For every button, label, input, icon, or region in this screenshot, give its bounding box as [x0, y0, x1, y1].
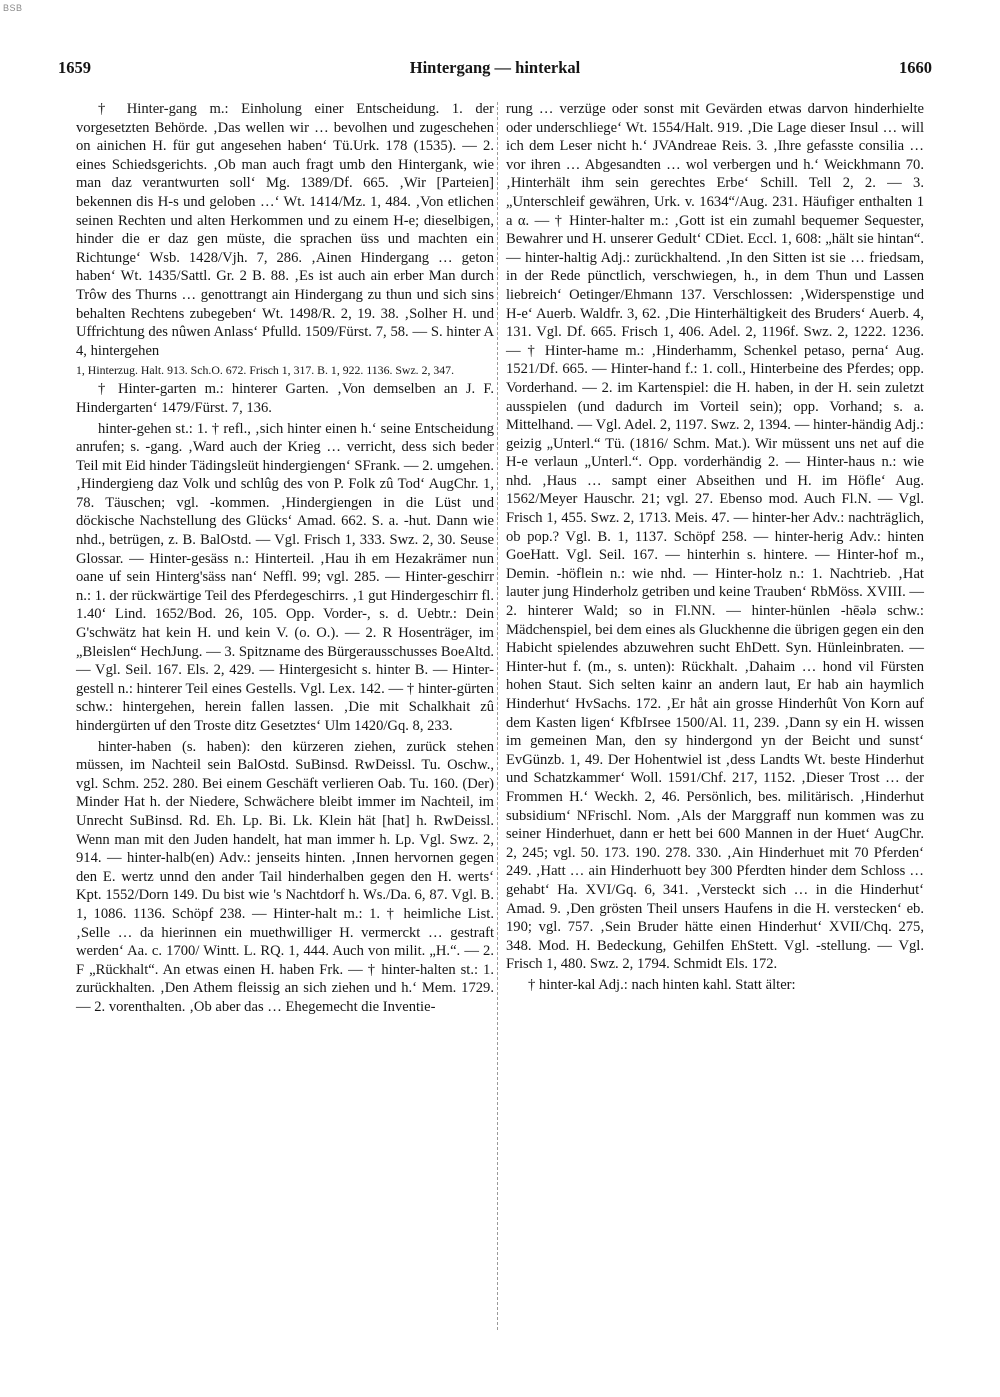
library-stamp: BSB [3, 3, 23, 13]
page-number-left: 1659 [58, 58, 91, 77]
entry-hinterhalten-continued: rung … verzüge oder sonst mit Gevärden etwas darvon hinderhielte oder underschliege‘ Wt. 1554/Halt. 919. ‚Die Lage dieser Insul … will ich dem Leser nicht h.‘ JVAndreae Reis. 3. ‚Ihre gefasste consilia … vor ihren … Abgesandten … wol verbergen und h.‘ Weickhmann 70. ‚Hinterhält ihm sein gerechtes Erbe‘ Schill. Tell 2, 2. — 3. „Unterschleif gewähren, Urk. v. 1634“/Aug. 231. Häufiger enthalten 1 a α. — † Hinter-halter m.: ‚Gott ist ein zumahl bequemer Sequester, Bewahrer und H. unserer Gedult‘ CDiet. Eccl. 1, 608: „hält sie hintan“. — hinter-haltig Adj.: zurückhaltend. ‚In den Sitten ist sie … friedsam, in der Rede pünctlich, verschwiegen, h., in dem Thun und Lassen liebreich‘ Oetinger/Ehmann 137. Verschlossen: ‚Widerspenstige und H-e‘ Auerb. Waldfr. 3, 62. ‚Die Hinterhältigkeit des Bruders‘ Auerb. 4, 131. Vgl. Df. 665. Frisch 1, 406. Adel. 2, 1196f. Swz. 2, 1222. 1236. — † Hinter-hame m.: ‚Hinderhamm, Schenkel petaso, perna‘ Aug. 1521/Df. 665. — Hinter-hand f.: 1. coll., Hinterbeine des Pferdes; opp. Vorderhand. — 2. im Kartenspiel: die H. haben, in der H. sein zuletzt ausspielen (und dadurch im Vorteil sein); opp. Vorhand; s. a. Mittelhand. — Vgl. Adel. 2, 1197. Swz. 2, 1394. — hinter-händig Adj.: geizig „Unterl.“ Tü. (1816/ Schm. Mat.). Wir müssent uns net auf die H-e verlaun „Unterl.“. Opp. vorderhändig 2. — Hinter-haus n.: wie nhd. ‚Haus … sampt einer Abseithen und H. im Höfle‘ Aug. 1562/Meyer Hauschr. 21; vgl. 27. Ebenso mod. Auch Fl.N. — Vgl. Frisch 1, 455. Swz. 2, 1713. Meis. 47. — hinter-her Adv.: nachträglich, ob pop.? Vgl. B. 1, 1137. Schöpf 258. — hinter-herig Adv.: hinten GoeHatt. Vgl. Seil. 167. — hinterhin s. hintere. — Hinter-hof m., Demin. -höflein n.: wie nhd. — Hinter-holz n.: 1. Nachtrieb. ‚Hat lauter jung Hinderholz getriben und keine Trauben‘ RbMöss. XVIII. — 2. hinterer Wald; so in Fl.NN. — hinter-hünlen -hēələ schw.: Mädchenspiel, bei dem eines als Gluckhenne die übrigen gegen ein den Habicht spielendes abzuwehren sucht EhDett. Syn. Hünleinbraten. — Hinter-hut f. (m., s. unten): Rückhalt. ‚Dahaim … hond vil Fürsten hohen Staut. Sich selten kainr an andern laut, Er hab ain haymlich Hinderhut‘ HvSachs. 172. ‚Er håt ain grosse Hinderhût Von Korn auf dem Kasten ligen‘ KfbIrsee 1500/Al. 11, 239. ‚Dann sy ein H. wissen im gemeinen Man, den sy hindergond yn der Beicht und sunst‘ EvGünzb. 1, 49. Der Hohentwiel ist ‚dess Landts Wt. beste Hinderhut und Schatzkammer‘ Woll. 1591/Chf. 217, 1152. ‚Dieser Trost … der Frommen H.‘ Weckh. 2, 46. Persönlich, bes. militärisch. ‚Hinderhut subsidium‘ NFrischl. Nom. ‚Als der Marggraff nun kommen was zu seiner Hinderhuet, dann er hett bei 600 Mannen in der Huet‘ AugChr. 2, 245; vgl. 50. 173. 190. 278. 330. ‚Ain Hinderhuet mit 70 Pferden‘ 249. ‚Hatt … ain Hinderhuott bey 300 Pferdten hinder dem Schloss … gehabt‘ Ha. XVI/Gq. 6, 341. ‚Versteckt sich … in die Hinderhut‘ Amad. 9. ‚Den grösten Theil unsers Haufens in die H. verstecken‘ eb. 190; vgl. 757. ‚Sein Bruder hätte einen Hinderhut‘ XVII/Chq. 275, 348. Mod. H. Bedeckung, Gehilfen EhStett. Vgl. -stellung. — Vgl. Frisch 1, 480. Swz. 2, 1794. Schmidt Els. 172. [506, 101, 924, 973]
entry-hintergehen: hinter-gehen st.: 1. † refl., ‚sich hinter einen h.‘ seine Entscheidung anrufen; s. -gang. ‚Ward auch der Krieg … verricht, dess sich beder Teil mit Eid hinder Tädingsleüt hindergiengen‘ SFrank. — 2. umgehen. ‚Hindergieng daz Volk und schlûg des von P. Folk zû Tod‘ AugChr. 1, 78. Täuschen; vgl. -kommen. ‚Hindergiengen in die Lüst und döckische Nachstellung des Glücks‘ Amad. 662. S. a. -hut. Dann wie nhd., betrügen, z. B. BalOstd. — Vgl. Frisch 1, 333. Swz. 2, 30. Seuse Glossar. — Hinter-gesäss n.: Hinterteil. ‚Hau ih em Hezakrämer nun oane uf sein Hinterg'säss nan‘ Neffl. 99; vgl. 285. — Hinter-geschirr n.: 1. der rückwärtige Teil des Pferdegeschirrs. ‚1 gut Hindergeschirr fl. 1.40‘ Lind. 1652/Bod. 26, 105. Opp. Vorder-, s. d. Uebtr.: Dein G'schwätz hat kein H. und kein V. (o. O.). — 2. R Hosenträger, im „Bleislen“ HechJung. — 3. Spitzname des Bürgerausschusses BoeAltd. — Vgl. Seil. 167. Els. 2, 429. — Hintergesicht s. hinter B. — Hinter-gestell n.: hinterer Teil eines Gestells. Vgl. Lex. 142. — † hinter-gürten schw.: hintergehen, herein fallen lassen. ‚Die mit Schalkhait zû hindergürten uf den Troste ditz Gesetztes‘ Ulm 1420/Gq. 8, 233. [76, 420, 495, 734]
left-column [76, 100, 494, 1017]
right-column [506, 100, 924, 995]
entry-hintergang-references: 1, Hinterzug. Halt. 913. Sch.O. 672. Frisch 1, 317. B. 1, 922. 1136. Swz. 2, 347. [76, 363, 455, 378]
entry-hintergang: † Hinter-gang m.: Einholung einer Entscheidung. 1. der vorgesetzten Behörde. ‚Das wellen wir … bevolhen und zugeschehen on ainichen H. für gut angesehen haben‘ Tü.Urk. 178 (1535). — 2. eines Schiedsgerichts. ‚Ob man auch fragt umb den Hintergank, wie man daz verantwurten soll‘ Mg. 1389/Df. 665. ‚Wir [Parteien] bekennen dis H-s und geloben …‘ Wt. 1414/Mz. 1, 484. ‚Von etlichen seinen Rechten und alten Herkommen und zu einem H-e; dieselbigen, hinder die er daz gen müste, die sprachen üss und machten ein Richtunge‘ Wsb. 1428/Vjh. 7, 286. ‚Ainen Hindergang … geton haben‘ Wt. 1435/Sattl. Gr. 2 B. 88. ‚Es ist auch ain erber Man durch Trôw des Thurns … genottrangt ain Hindergang zu thun und sich sins behalten Rechtens zubegeben‘ Wt. 1498/R. 2, 19. 38. ‚Solher H. und Uffrichtung des nûwen Anlass‘ Pfulld. 1509/Fürst. 7, 58. — S. hinter A 4, hintergehen [76, 101, 494, 359]
column-divider [497, 102, 498, 1330]
page-number-right: 1660 [899, 58, 932, 77]
entry-hintergarten: † Hinter-garten m.: hinterer Garten. ‚Von demselben an J. F. Hindergarten‘ 1479/Fürst. 7, 136. [76, 381, 494, 416]
entry-hinterkal: † hinter-kal Adj.: nach hinten kahl. Statt älter: [528, 976, 796, 993]
entry-hinterhaben: hinter-haben (s. haben): den kürzeren ziehen, zurück stehen müssen, im Nachteil sein BalOstd. SuBinsd. RwDeissl. Tu. Oschw., vgl. Schm. 252. 280. Bei einem Geschäft verlieren Oab. Tu. 160. (Der) Minder Hat h. der Niedere, Schwächere bleibt immer im Nachteil, im Unrecht SuBinsd. Rd. Eh. Lp. Bi. Lk. Klein hät [hat] h. RwDeissl. Wenn man mit den Juden handelt, hat man immer h. Lp. Vgl. Swz. 2, 914. — hinter-halb(en) Adv.: jenseits hinten. ‚Innen hervornen gegen den E. wertz unnd den ander Tail hinderhalben gegen den H. werts‘ Kpt. 1552/Dorn 149. Du bist wie 's Nachtdorf h. Ws./Da. 6, 87. Vgl. B. 1, 1086. 1136. Schöpf 238. — Hinter-halt m.: 1. † heimliche List. ‚Selle … da hierinnen ein muethwilliger H. vermerckt … gestraft werden‘ Aa. c. 1700/ Wintt. L. RQ. 1, 444. Auch von milit. „H.“. — 2. F „Rückhalt“. An etwas einen H. haben Frk. — † hinter-halten st.: 1. zurückhalten. ‚Den Athem fleissig an sich ziehen und h.‘ Mem. 1729. — 2. vorenthalten. ‚Ob aber das … Ehegemecht die Inventie- [76, 738, 494, 1015]
running-title: Hintergang — hinterkal [409, 58, 581, 77]
page-header [58, 58, 932, 84]
